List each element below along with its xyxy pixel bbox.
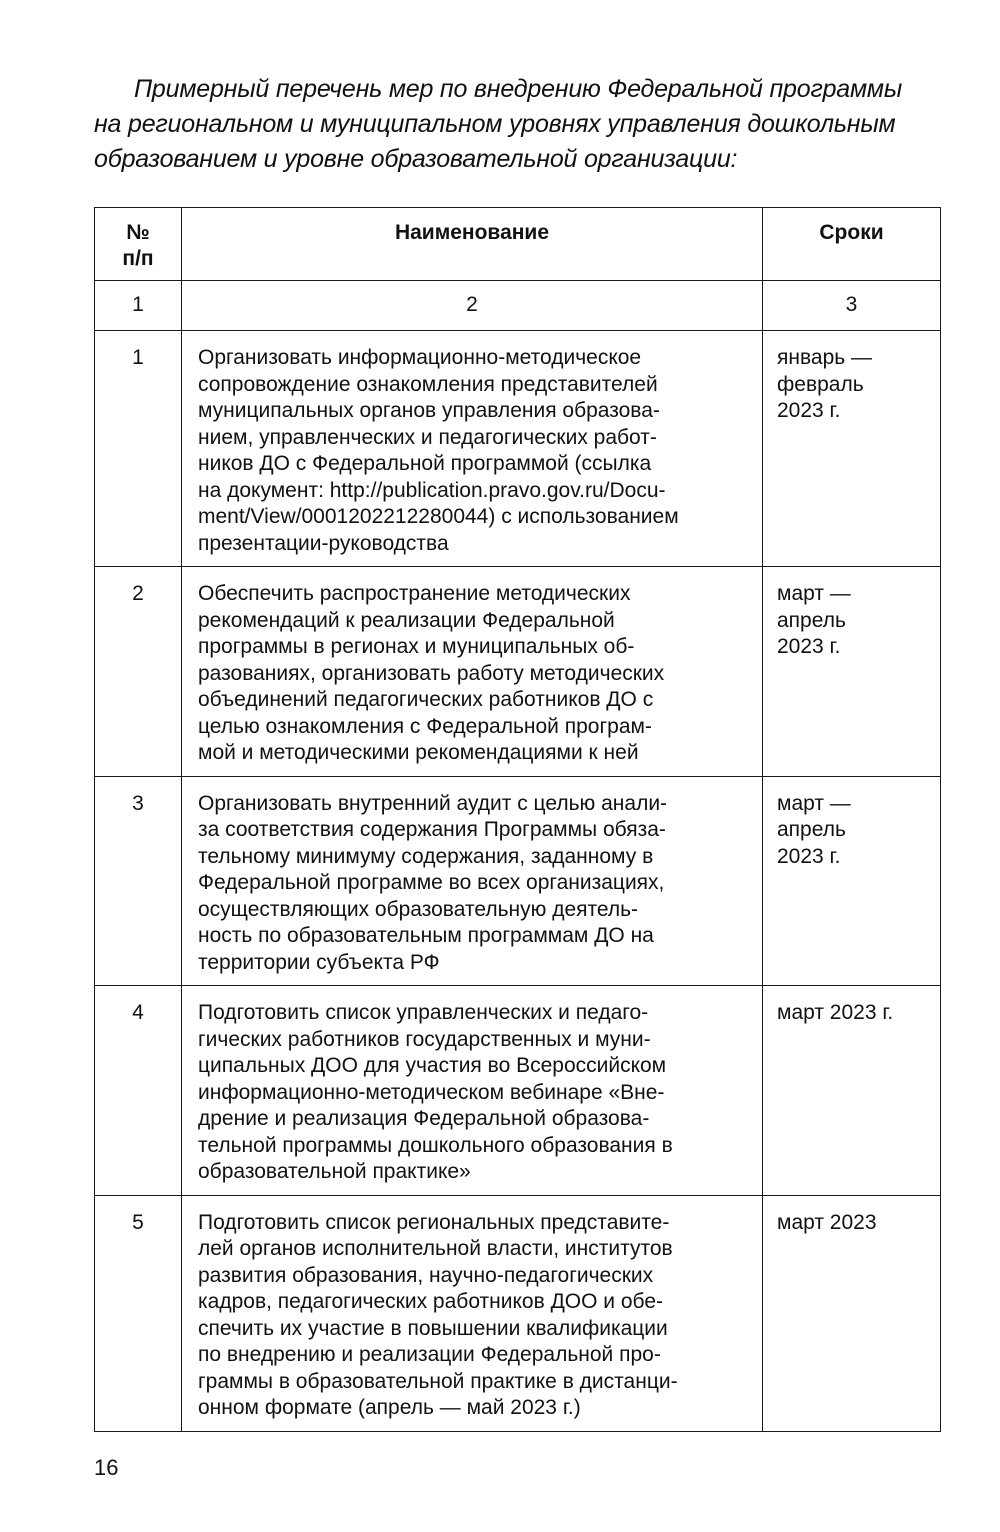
page-number: 16 [94,1455,119,1480]
row-name-cell [182,331,763,567]
row-term-cell [763,331,941,567]
term-line: март — [777,582,851,605]
name-line: ность по образовательным программам ДО на [198,924,654,947]
row-term-cell [763,776,941,986]
name-line: развития образования, научно-педагогических [198,1263,654,1287]
name-line: гических работников государственных и муни- [198,1027,651,1051]
term-line: 2023 г. [777,844,841,868]
row-name-cell [182,567,763,777]
name-line: целью ознакомления с Федеральной програм- [198,714,652,738]
term-line: февраль [777,372,864,396]
index-cell: 3 [763,281,941,331]
name-line: лей органов исполнительной власти, институтов [198,1237,673,1260]
row-name-cell [182,986,763,1196]
name-line: тельной программы дошкольного образования в [198,1133,673,1157]
intro-heading [94,72,944,177]
name-line: программы в регионах и муниципальных об- [198,635,635,658]
name-line: за соответствия содержания Программы обяза- [198,818,666,841]
name-line: тельному минимуму содержания, заданному в [198,844,654,868]
name-line: разованиях, организовать работу методических [198,661,665,685]
name-line: объединений педагогических работников ДО с [198,688,654,711]
index-cell: 2 [182,281,763,331]
table-body [95,331,941,1432]
name-line: Подготовить список управленческих и педаго- [198,1001,649,1024]
header-cell-term: Сроки [763,208,941,281]
row-number-cell: 5 [95,1195,182,1431]
name-line: Обеспечить распространение методических [198,582,631,605]
index-cell: 1 [95,281,182,331]
name-line: Подготовить список региональных представите- [198,1210,670,1234]
name-line: на документ: http://publication.pravo.gov.ru/Docu- [198,478,666,502]
name-line: территории субъекта РФ [198,950,440,974]
name-line: ников ДО с Федеральной программой (ссылка [198,452,652,475]
table-row [95,567,941,777]
name-line: спечить их участие в повышении квалификации [198,1316,668,1340]
table-header-row [95,208,941,281]
table-row [95,1195,941,1431]
name-line: информационно-методическом вебинаре «Вне- [198,1080,665,1104]
row-term-cell [763,986,941,1196]
name-line: презентации-руководства [198,531,449,555]
table-index-row [95,281,941,331]
row-number-cell: 1 [95,331,182,567]
term-line: январь — [777,346,873,369]
term-line: 2023 г. [777,399,841,422]
measures-table [94,207,941,1432]
name-line: муниципальных органов управления образова- [198,399,660,422]
term-line: март 2023 г. [777,1001,894,1024]
intro-line: образованием и уровне образовательной организации: [94,145,738,173]
name-line: Организовать информационно-методическое [198,346,642,369]
row-term-cell [763,1195,941,1431]
term-line: апрель [777,818,846,841]
term-line: март 2023 [777,1210,877,1234]
name-line: ципальных ДОО для участия во Всероссийском [198,1054,667,1077]
intro-line: на региональном и муниципальном уровнях управления дошкольным [94,110,896,138]
row-name-cell [182,776,763,986]
intro-line: Примерный перечень мер по внедрению Федеральной программы [134,75,903,103]
name-line: ment/View/0001202212280044) с использованием [198,505,679,528]
table-row [95,986,941,1196]
header-cell-name: Наименование [182,208,763,281]
table-row [95,331,941,567]
term-line: 2023 г. [777,635,841,658]
header-cell-number: № п/п [95,208,182,281]
row-number-cell: 3 [95,776,182,986]
name-line: рекомендаций к реализации Федеральной [198,608,615,632]
term-line: апрель [777,608,846,632]
row-number-cell: 4 [95,986,182,1196]
name-line: мой и методическими рекомендациями к ней [198,741,639,764]
name-line: Организовать внутренний аудит с целью анали- [198,791,668,815]
name-line: нием, управленческих и педагогических работ- [198,425,657,449]
name-line: дрение и реализация Федеральной образова- [198,1107,650,1130]
name-line: сопровождение ознакомления представителей [198,372,658,396]
row-name-cell [182,1195,763,1431]
name-line: граммы в образовательной практике в дистанци- [198,1369,678,1393]
name-line: онном формате (апрель — май 2023 г.) [198,1396,581,1419]
name-line: осуществляющих образовательную деятель- [198,897,639,921]
row-term-cell [763,567,941,777]
name-line: Федеральной программе во всех организациях, [198,871,665,894]
row-number-cell: 2 [95,567,182,777]
table-row [95,776,941,986]
name-line: кадров, педагогических работников ДОО и обе- [198,1290,664,1313]
name-line: по внедрению и реализации Федеральной про- [198,1343,661,1366]
name-line: образовательной практике» [198,1160,471,1183]
term-line: март — [777,791,851,815]
